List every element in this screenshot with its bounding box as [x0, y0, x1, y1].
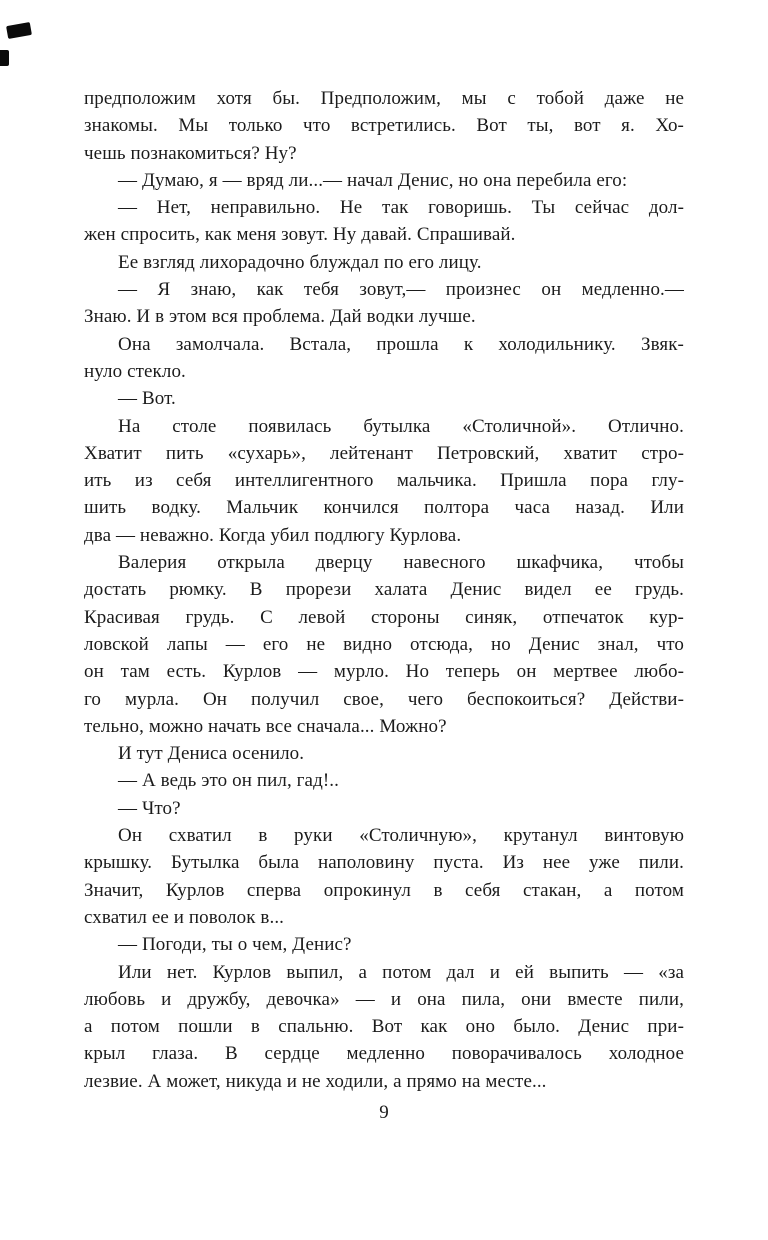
text-line: ловской лапы — его не видно отсюда, но Денис знал, что [84, 633, 684, 655]
page-number: 9 [379, 1102, 389, 1123]
text-line: предположим хотя бы. Предположим, мы с тобой даже не [84, 88, 684, 109]
text-line: а потом пошли в спальню. Вот как оно было. Денис при- [84, 1016, 684, 1038]
paragraph [84, 549, 684, 740]
text-line: — Я знаю, как тебя зовут,— произнес он медленно.— [118, 279, 684, 301]
text-line: — Вот. [118, 388, 176, 410]
paragraph [84, 931, 684, 958]
text-line: Хватит пить «сухарь», лейтенант Петровский, хватит стро- [84, 442, 684, 464]
text-line: — Думаю, я — вряд ли...— начал Денис, но она перебила его: [118, 169, 628, 191]
paragraph [84, 249, 684, 276]
text-line: схватил ее и поволок в... [84, 906, 285, 928]
text-line: Он схватил в руки «Столичную», крутанул винтовую [118, 825, 684, 847]
text-line: жен спросить, как меня зовут. Ну давай. Спрашивай. [84, 224, 516, 246]
text-line: — Погоди, ты о чем, Денис? [118, 934, 352, 956]
text-line: тельно, можно начать все сначала... Можно? [84, 715, 447, 737]
text-line: любовь и дружбу, девочка» — и она пила, они вместе пили, [84, 988, 684, 1010]
scan-artifact-left-edge [0, 50, 9, 66]
text-line: достать рюмку. В прорези халата Денис видел ее грудь. [84, 579, 684, 601]
paragraph [84, 767, 684, 794]
paragraph [84, 413, 684, 549]
paragraph [84, 167, 684, 194]
paragraph [84, 85, 684, 167]
text-line: лезвие. А может, никуда и не ходили, а прямо на месте... [84, 1070, 547, 1092]
text-line: крышку. Бутылка была наполовину пуста. Из нее уже пили. [84, 852, 684, 874]
text-line: Значит, Курлов сперва опрокинул в себя стакан, а потом [84, 879, 684, 901]
scan-artifact-top-left-1 [6, 22, 32, 39]
paragraph [84, 740, 684, 767]
text-line: он там есть. Курлов — мурло. Но теперь он мертвее любо- [84, 661, 684, 683]
text-line: знакомы. Мы только что встретились. Вот ты, вот я. Хо- [84, 115, 684, 137]
paragraph [84, 385, 684, 412]
text-line: два — неважно. Когда убил подлюгу Курлова. [84, 524, 462, 546]
text-line: Валерия открыла дверцу навесного шкафчика, чтобы [118, 552, 684, 574]
paragraph [84, 959, 684, 1095]
text-line: нуло стекло. [84, 360, 186, 382]
paragraph [84, 822, 684, 931]
text-line: го мурла. Он получил свое, чего беспокоиться? Действи- [84, 688, 684, 710]
paragraph [84, 331, 684, 386]
text-line: Знаю. И в этом вся проблема. Дай водки лучше. [84, 306, 476, 328]
text-line: чешь познакомиться? Ну? [84, 142, 297, 164]
paragraph [84, 276, 684, 331]
text-line: И тут Дениса осенило. [118, 743, 305, 765]
text-line: — А ведь это он пил, гад!.. [118, 770, 339, 792]
text-line: шить водку. Мальчик кончился полтора часа назад. Или [84, 497, 684, 519]
text-line: На столе появилась бутылка «Столичной». Отлично. [118, 415, 684, 437]
text-block [84, 85, 684, 1095]
text-line: Она замолчала. Встала, прошла к холодильнику. Звяк- [118, 333, 684, 355]
text-line: ить из себя интеллигентного мальчика. Пришла пора глу- [84, 470, 684, 492]
text-line: Ее взгляд лихорадочно блуждал по его лицу. [118, 251, 482, 273]
text-line: крыл глаза. В сердце медленно поворачивалось холодное [84, 1043, 684, 1065]
text-line: Красивая грудь. С левой стороны синяк, отпечаток кур- [84, 606, 684, 628]
text-line: Или нет. Курлов выпил, а потом дал и ей выпить — «за [118, 961, 684, 983]
text-line: — Нет, неправильно. Не так говоришь. Ты сейчас дол- [118, 197, 684, 219]
text-line: — Что? [118, 797, 181, 819]
paragraph [84, 194, 684, 249]
paragraph [84, 795, 684, 822]
